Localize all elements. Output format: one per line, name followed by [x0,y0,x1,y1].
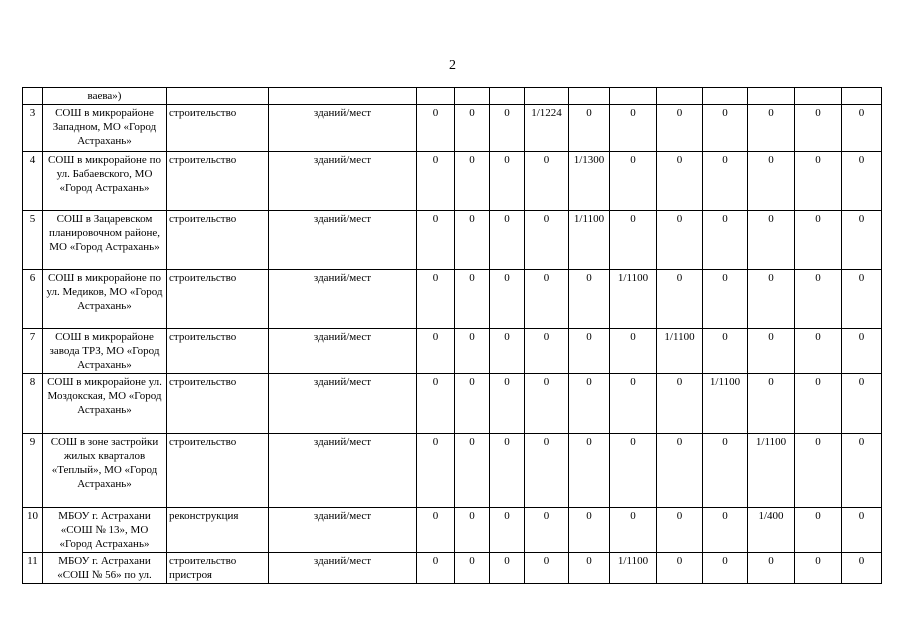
work-type: строительство [167,211,269,270]
value-cell: 1/1100 [610,553,657,584]
object-name: МБОУ г. Астрахани «СОШ № 56» по ул. [43,553,167,584]
value-cell: 0 [842,270,882,329]
value-cell [610,88,657,105]
value-cell: 0 [525,553,569,584]
value-cell: 0 [610,105,657,152]
value-cell: 0 [703,211,748,270]
value-cell: 1/1224 [525,105,569,152]
work-type: строительство [167,329,269,374]
value-cell: 0 [610,374,657,434]
row-number: 4 [23,152,43,211]
table-row [23,211,882,270]
value-cell: 0 [657,508,703,553]
work-type: строительство [167,105,269,152]
object-name: СОШ в Зацаревском планировочном районе, МО «Город Астрахань» [43,211,167,270]
value-cell: 0 [748,211,795,270]
value-cell: 0 [842,374,882,434]
unit: зданий/мест [269,105,417,152]
value-cell: 0 [703,105,748,152]
value-cell: 0 [569,374,610,434]
value-cell: 0 [842,105,882,152]
value-cell: 0 [490,508,525,553]
unit: зданий/мест [269,329,417,374]
value-cell: 0 [525,270,569,329]
value-cell: 0 [455,152,490,211]
object-name: СОШ в микрорайоне по ул. Бабаевского, МО «Город Астрахань» [43,152,167,211]
value-cell: 0 [417,152,455,211]
value-cell: 0 [490,553,525,584]
table-body [23,88,882,584]
value-cell: 0 [795,211,842,270]
unit [269,88,417,105]
value-cell: 0 [455,553,490,584]
unit: зданий/мест [269,553,417,584]
value-cell: 0 [490,374,525,434]
value-cell: 0 [842,329,882,374]
value-cell: 0 [703,152,748,211]
value-cell: 0 [610,211,657,270]
value-cell: 0 [417,105,455,152]
value-cell: 0 [610,329,657,374]
unit: зданий/мест [269,434,417,508]
value-cell: 0 [490,211,525,270]
value-cell: 0 [417,434,455,508]
value-cell [657,88,703,105]
value-cell: 0 [795,152,842,211]
table-row [23,434,882,508]
row-number: 3 [23,105,43,152]
object-name: СОШ в микрорайоне Западном, МО «Город Астрахань» [43,105,167,152]
value-cell: 0 [795,508,842,553]
table-row [23,553,882,584]
value-cell: 0 [417,374,455,434]
value-cell: 0 [703,508,748,553]
row-number: 7 [23,329,43,374]
value-cell: 1/1100 [703,374,748,434]
value-cell: 0 [703,434,748,508]
work-type: реконструкция [167,508,269,553]
value-cell: 0 [455,434,490,508]
value-cell [525,88,569,105]
value-cell: 0 [610,434,657,508]
value-cell: 0 [748,152,795,211]
value-cell [490,88,525,105]
value-cell: 0 [455,508,490,553]
value-cell: 0 [795,434,842,508]
value-cell [417,88,455,105]
value-cell: 0 [569,105,610,152]
value-cell: 0 [417,270,455,329]
value-cell: 0 [842,211,882,270]
table-row [23,152,882,211]
value-cell: 0 [569,270,610,329]
value-cell: 0 [842,434,882,508]
value-cell: 0 [795,329,842,374]
construction-table [22,87,882,584]
value-cell: 0 [455,211,490,270]
value-cell [795,88,842,105]
value-cell: 0 [842,553,882,584]
table-row [23,270,882,329]
object-name: СОШ в микрорайоне по ул. Медиков, МО «Город Астрахань» [43,270,167,329]
unit: зданий/мест [269,211,417,270]
value-cell: 0 [569,329,610,374]
page-number: 2 [449,58,456,73]
value-cell: 0 [703,329,748,374]
value-cell: 0 [525,434,569,508]
value-cell: 0 [525,508,569,553]
value-cell [842,88,882,105]
table-row [23,105,882,152]
value-cell: 0 [657,434,703,508]
value-cell: 0 [490,329,525,374]
value-cell: 0 [748,374,795,434]
value-cell: 0 [417,508,455,553]
value-cell: 0 [842,508,882,553]
value-cell: 0 [610,508,657,553]
row-number: 9 [23,434,43,508]
value-cell: 1/1100 [657,329,703,374]
value-cell: 0 [657,553,703,584]
table-row [23,508,882,553]
object-name: СОШ в микрорайоне ул. Моздокская, МО «Город Астрахань» [43,374,167,434]
work-type: строительство [167,434,269,508]
value-cell: 0 [795,270,842,329]
row-number: 11 [23,553,43,584]
unit: зданий/мест [269,374,417,434]
value-cell [748,88,795,105]
work-type: строительство [167,152,269,211]
value-cell: 0 [455,105,490,152]
value-cell: 0 [795,374,842,434]
value-cell: 0 [417,553,455,584]
object-name: ваева») [43,88,167,105]
value-cell: 0 [795,553,842,584]
value-cell [455,88,490,105]
value-cell: 0 [610,152,657,211]
value-cell: 0 [490,270,525,329]
value-cell: 0 [417,211,455,270]
value-cell: 0 [417,329,455,374]
row-number: 10 [23,508,43,553]
value-cell: 0 [657,105,703,152]
table-row [23,374,882,434]
value-cell: 0 [748,553,795,584]
work-type: строительство пристроя [167,553,269,584]
value-cell: 0 [525,152,569,211]
value-cell: 0 [657,270,703,329]
value-cell: 0 [455,374,490,434]
value-cell: 0 [657,152,703,211]
value-cell: 0 [748,105,795,152]
table-row [23,329,882,374]
value-cell: 0 [490,434,525,508]
value-cell: 0 [657,374,703,434]
object-name: СОШ в микрорайоне завода ТРЗ, МО «Город Астрахань» [43,329,167,374]
row-number: 5 [23,211,43,270]
value-cell: 1/1100 [569,211,610,270]
object-name: МБОУ г. Астрахани «СОШ № 13», МО «Город Астрахань» [43,508,167,553]
value-cell: 1/1300 [569,152,610,211]
value-cell: 0 [703,270,748,329]
unit: зданий/мест [269,508,417,553]
unit: зданий/мест [269,152,417,211]
value-cell: 0 [569,553,610,584]
value-cell: 0 [703,553,748,584]
row-number [23,88,43,105]
value-cell [703,88,748,105]
value-cell: 0 [525,374,569,434]
value-cell: 1/1100 [610,270,657,329]
value-cell [569,88,610,105]
value-cell: 0 [795,105,842,152]
object-name: СОШ в зоне застройки жилых кварталов «Теплый», МО «Город Астрахань» [43,434,167,508]
row-number: 6 [23,270,43,329]
value-cell: 1/400 [748,508,795,553]
value-cell: 0 [455,270,490,329]
unit: зданий/мест [269,270,417,329]
value-cell: 0 [748,329,795,374]
value-cell: 0 [455,329,490,374]
value-cell: 0 [569,434,610,508]
value-cell: 0 [748,270,795,329]
table-row-continuation [23,88,882,105]
work-type: строительство [167,270,269,329]
work-type: строительство [167,374,269,434]
value-cell: 0 [490,152,525,211]
value-cell: 0 [569,508,610,553]
value-cell: 0 [842,152,882,211]
row-number: 8 [23,374,43,434]
value-cell: 0 [657,211,703,270]
value-cell: 0 [490,105,525,152]
work-type [167,88,269,105]
value-cell: 1/1100 [748,434,795,508]
value-cell: 0 [525,329,569,374]
value-cell: 0 [525,211,569,270]
